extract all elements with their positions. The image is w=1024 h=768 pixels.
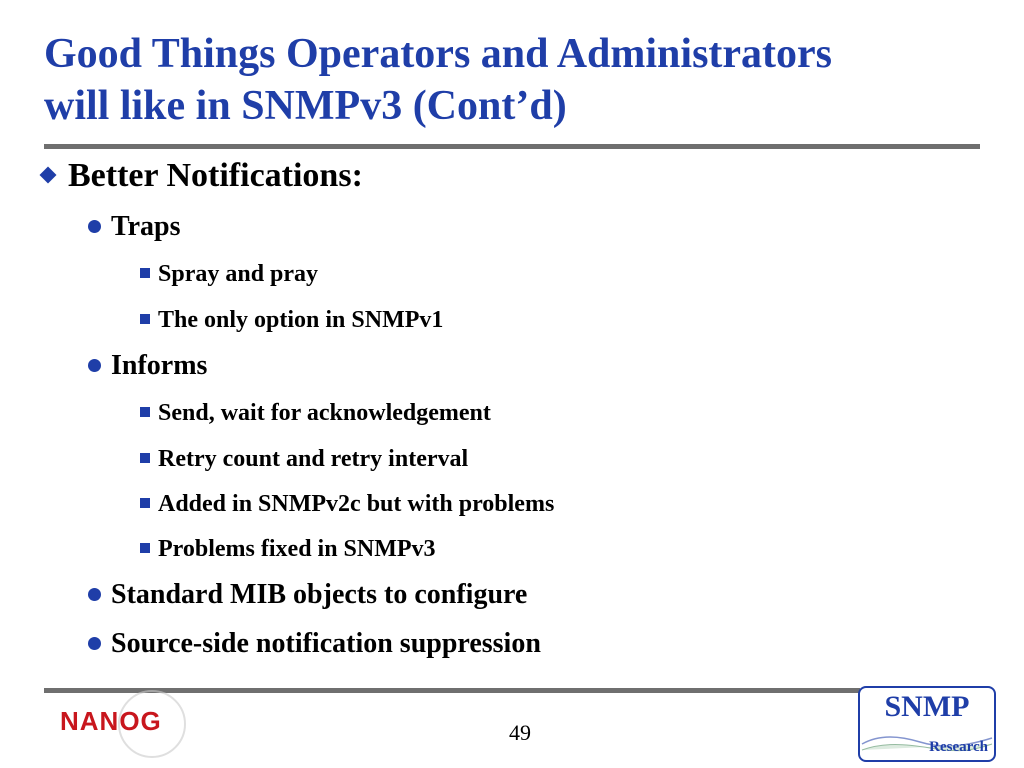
dot-bullet-icon (88, 359, 101, 372)
square-bullet-icon (140, 498, 150, 508)
snmp-logo-text: SNMP (884, 690, 970, 723)
bullet-level2-informs: Informs (88, 349, 207, 383)
bullet-level3-item: Spray and pray (140, 259, 318, 289)
bullet-level2-traps: Traps (88, 210, 181, 244)
square-bullet-icon (140, 314, 150, 324)
bullet-level1-better-notifications: Better Notifications: (40, 156, 363, 196)
dot-bullet-icon (88, 220, 101, 233)
bullet-level2-standard-mib: Standard MIB objects to configure (88, 578, 527, 612)
bullet-level2-suppression: Source-side notification suppression (88, 627, 541, 661)
dot-bullet-icon (88, 637, 101, 650)
bullet-level3-item: Problems fixed in SNMPv3 (140, 534, 436, 564)
bullet-level3-item: Retry count and retry interval (140, 444, 468, 474)
slide-title-line-2: will like in SNMPv3 (Cont’d) (44, 83, 567, 129)
research-logo-text: Research (929, 739, 988, 755)
square-bullet-icon (140, 268, 150, 278)
bullet-level3-item: The only option in SNMPv1 (140, 305, 443, 335)
bullet-level3-item: Added in SNMPv2c but with problems (140, 489, 554, 519)
square-bullet-icon (140, 543, 150, 553)
page-number: 49 (509, 720, 531, 745)
diamond-bullet-icon (40, 167, 57, 184)
bullet-level3-item: Send, wait for acknowledgement (140, 398, 491, 428)
snmp-research-logo (858, 686, 996, 762)
dot-bullet-icon (88, 588, 101, 601)
square-bullet-icon (140, 453, 150, 463)
nanog-logo (56, 704, 206, 744)
square-bullet-icon (140, 407, 150, 417)
slide-title-line-1: Good Things Operators and Administrators (44, 31, 833, 77)
nanog-logo-text: NANOG (60, 706, 162, 736)
